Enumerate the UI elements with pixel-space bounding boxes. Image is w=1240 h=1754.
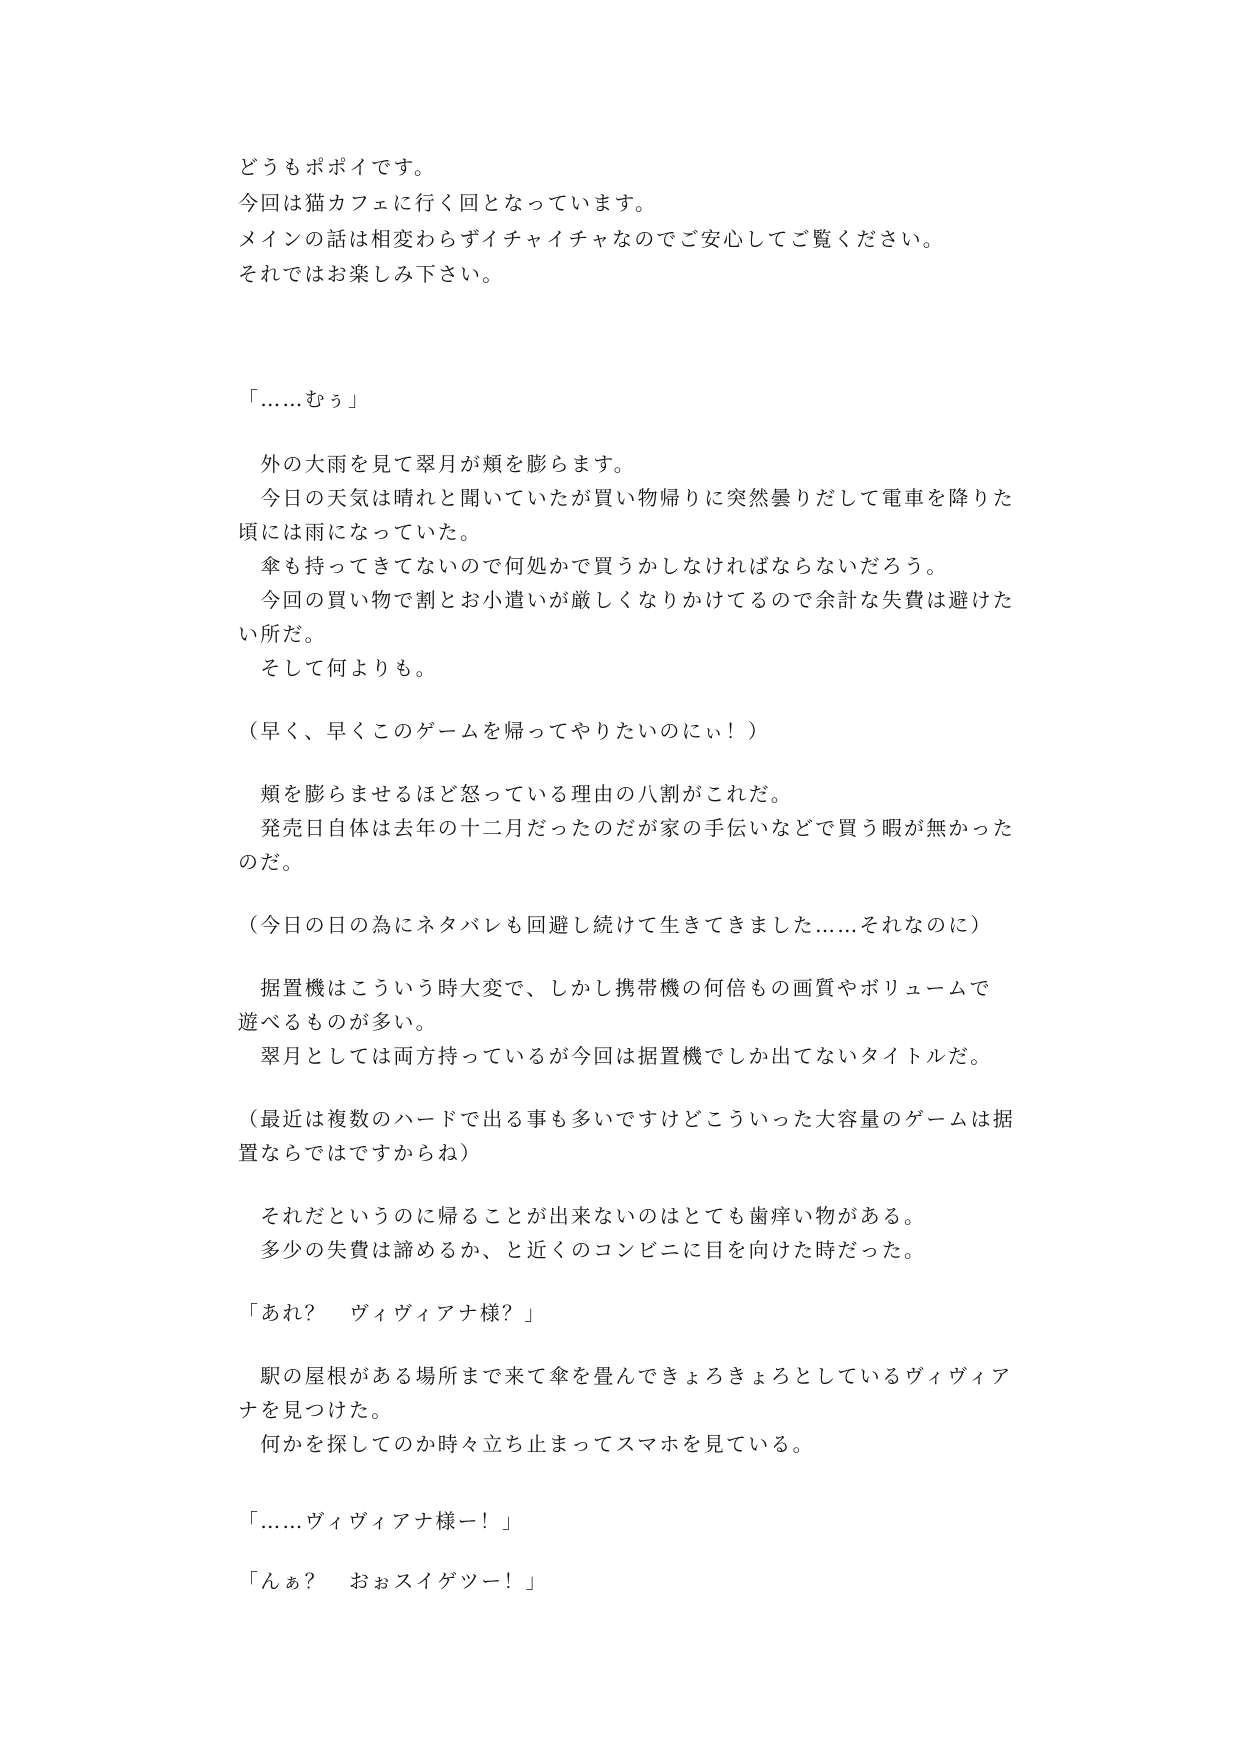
body-line: 駅の屋根がある場所まで来て傘を畳んできょろきょろとしているヴィヴィア — [238, 1364, 1013, 1388]
body-line: 翠月としては両方持っているが今回は据置機でしか出てないタイトルだ。 — [238, 1044, 993, 1068]
body-line: 外の大雨を見て翠月が頬を膨らます。 — [238, 452, 636, 476]
body-line: 頬を膨らませるほど怒っている理由の八割がこれだ。 — [238, 782, 793, 806]
body-line: 「んぁ？ おぉスイゲツー！」 — [238, 1569, 548, 1593]
body-line: 「……むぅ」 — [238, 387, 371, 411]
body-line: 今日の天気は晴れと聞いていたが買い物帰りに突然曇りだして電車を降りた — [238, 486, 1015, 510]
preface-line: 今回は猫カフェに行く回となっています。 — [238, 191, 658, 215]
body-line: 頃には雨になっていた。 — [238, 520, 483, 544]
body-line: 「あれ？ ヴィヴィアナ様？」 — [238, 1301, 547, 1325]
body-line: 今回の買い物で割とお小遣いが厳しくなりかけてるので余計な失費は避けた — [238, 588, 1015, 612]
body-line: 「……ヴィヴィアナ様ー！」 — [238, 1509, 525, 1533]
body-line: 置ならではですからね） — [238, 1141, 482, 1165]
body-line: 傘も持ってきてないので何処かで買うかしなければならないだろう。 — [238, 554, 949, 578]
body-line: のだ。 — [238, 850, 305, 874]
body-line: （早く、早くこのゲームを帰ってやりたいのにぃ！） — [238, 719, 770, 743]
body-line: 何かを探してのか時々立ち止まってスマホを見ている。 — [238, 1432, 815, 1456]
preface-line: メインの話は相変わらずイチャイチャなのでご安心してご覧ください。 — [238, 227, 945, 251]
body-line: 遊べるものが多い。 — [238, 1010, 438, 1034]
body-line: 多少の失費は諦めるか、と近くのコンビニに目を向けた時だった。 — [238, 1238, 927, 1262]
preface-line: どうもポポイです。 — [238, 155, 437, 179]
body-line: それだというのに帰ることが出来ないのはとても歯痒い物がある。 — [238, 1204, 927, 1228]
body-line: い所だ。 — [238, 622, 327, 646]
preface-line: それではお楽しみ下さい。 — [238, 262, 505, 286]
body-line: ナを見つけた。 — [238, 1398, 394, 1422]
body-line: （最近は複数のハードで出る事も多いですけどこういった大容量のゲームは据 — [238, 1107, 1015, 1131]
body-line: そして何よりも。 — [238, 656, 438, 680]
body-line: （今日の日の為にネタバレも回避し続けて生きてきました……それなのに） — [238, 913, 993, 937]
body-line: 発売日自体は去年の十二月だったのだが家の手伝いなどで買う暇が無かった — [238, 816, 1015, 840]
body-line: 据置機はこういう時大変で、しかし携帯機の何倍もの画質やボリュームで — [238, 976, 992, 1000]
